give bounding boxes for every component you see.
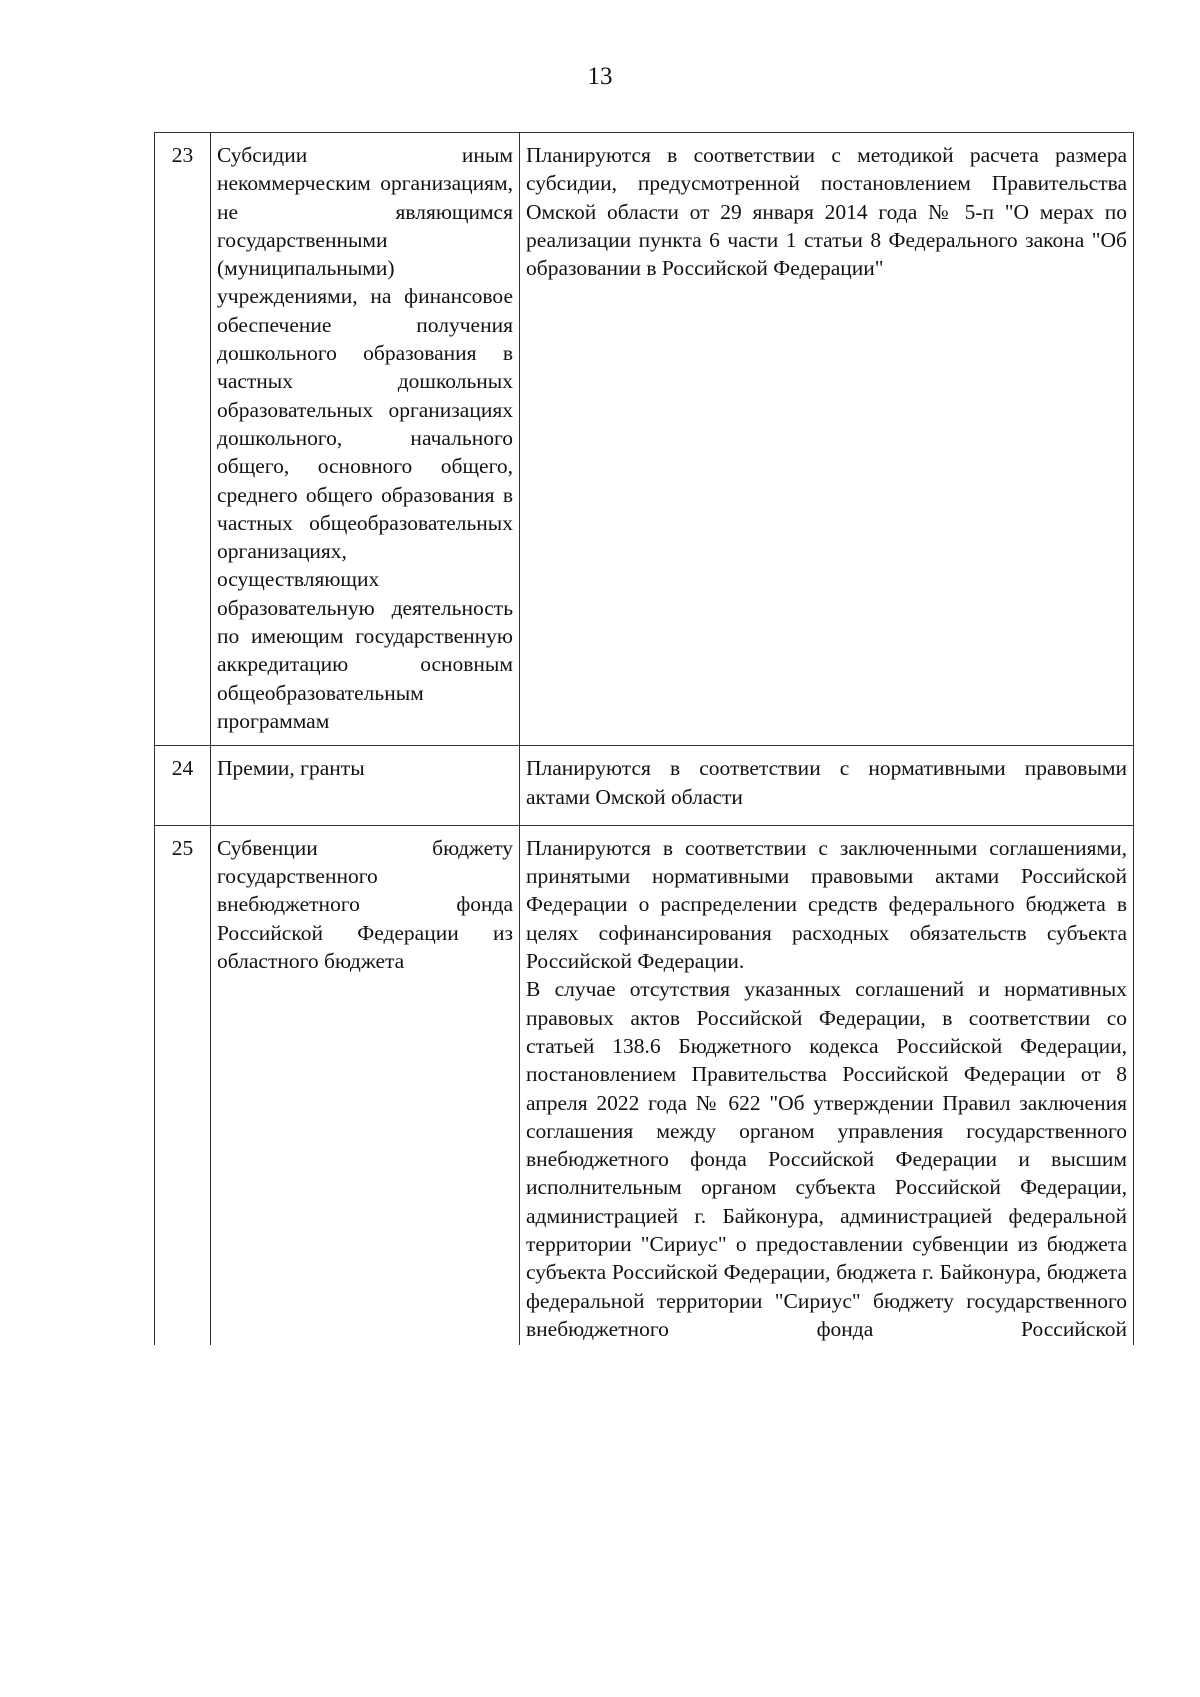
- table-row: [155, 825, 1134, 1345]
- planning-method-text: В случае отсутствия указанных соглашений и нормативных правовых актов Российской Федерации, в соответствии со статьей 138.6 Бюджетного кодекса Российской Федерации, постановлением Правительства Российской Федерации от 8 апреля 2022 года № 622 "Об утверждении Правил заключения соглашения между органом управления государственного внебюджетного фонда Российской Федерации и высшим исполнительным органом субъекта Российской Федерации, администрацией г. Байконура, администрацией федеральной территории "Сириус" о предоставлении субвенции из бюджета субъекта Российской Федерации, бюджета г. Байконура, бюджета федеральной территории "Сириус" бюджету государственного внебюджетного фонда Российской: [526, 977, 1127, 1341]
- planning-method: [520, 133, 1134, 746]
- table-row: [155, 133, 1134, 746]
- planning-method-text: Планируются в соответствии с нормативными правовыми актами Омской области: [526, 756, 1127, 809]
- expense-type: Субвенции бюджету государственного внебюджетного фонда Российской Федерации из областного бюджета: [211, 825, 520, 1345]
- row-number: 23: [155, 133, 211, 746]
- appendix-table: [154, 132, 1134, 1345]
- planning-method-text: Планируются в соответствии с заключенными соглашениями, принятыми нормативными правовыми актами Российской Федерации о распределении средств федерального бюджета в целях софинансирования расходных обязательств субъекта Российской Федерации.: [526, 835, 1127, 974]
- planning-method: [520, 825, 1134, 1345]
- page-number: 13: [587, 63, 613, 90]
- planning-method: [520, 746, 1134, 826]
- table-row: [155, 746, 1134, 826]
- row-number: 25: [155, 825, 211, 1345]
- planning-method-text: Планируются в соответствии с методикой расчета размера субсидии, предусмотренной постановлением Правительства Омской области от 29 января 2014 года № 5-п "О мерах по реализации пункта 6 части 1 статьи 8 Федерального закона "Об образовании в Российской Федерации": [526, 143, 1127, 281]
- expense-type: Премии, гранты: [211, 746, 520, 826]
- row-number: 24: [155, 746, 211, 826]
- expense-type: Субсидии иным некоммерческим организациям, не являющимся государственными (муниципальными) учреждениями, на финансовое обеспечение получения дошкольного образования в частных дошкольных образовательных организациях дошкольного, начального общего, основного общего, среднего общего образования в частных общеобразовательных организациях, осуществляющих образовательную деятельность по имеющим государственную аккредитацию основным общеобразовательным программам: [211, 133, 520, 746]
